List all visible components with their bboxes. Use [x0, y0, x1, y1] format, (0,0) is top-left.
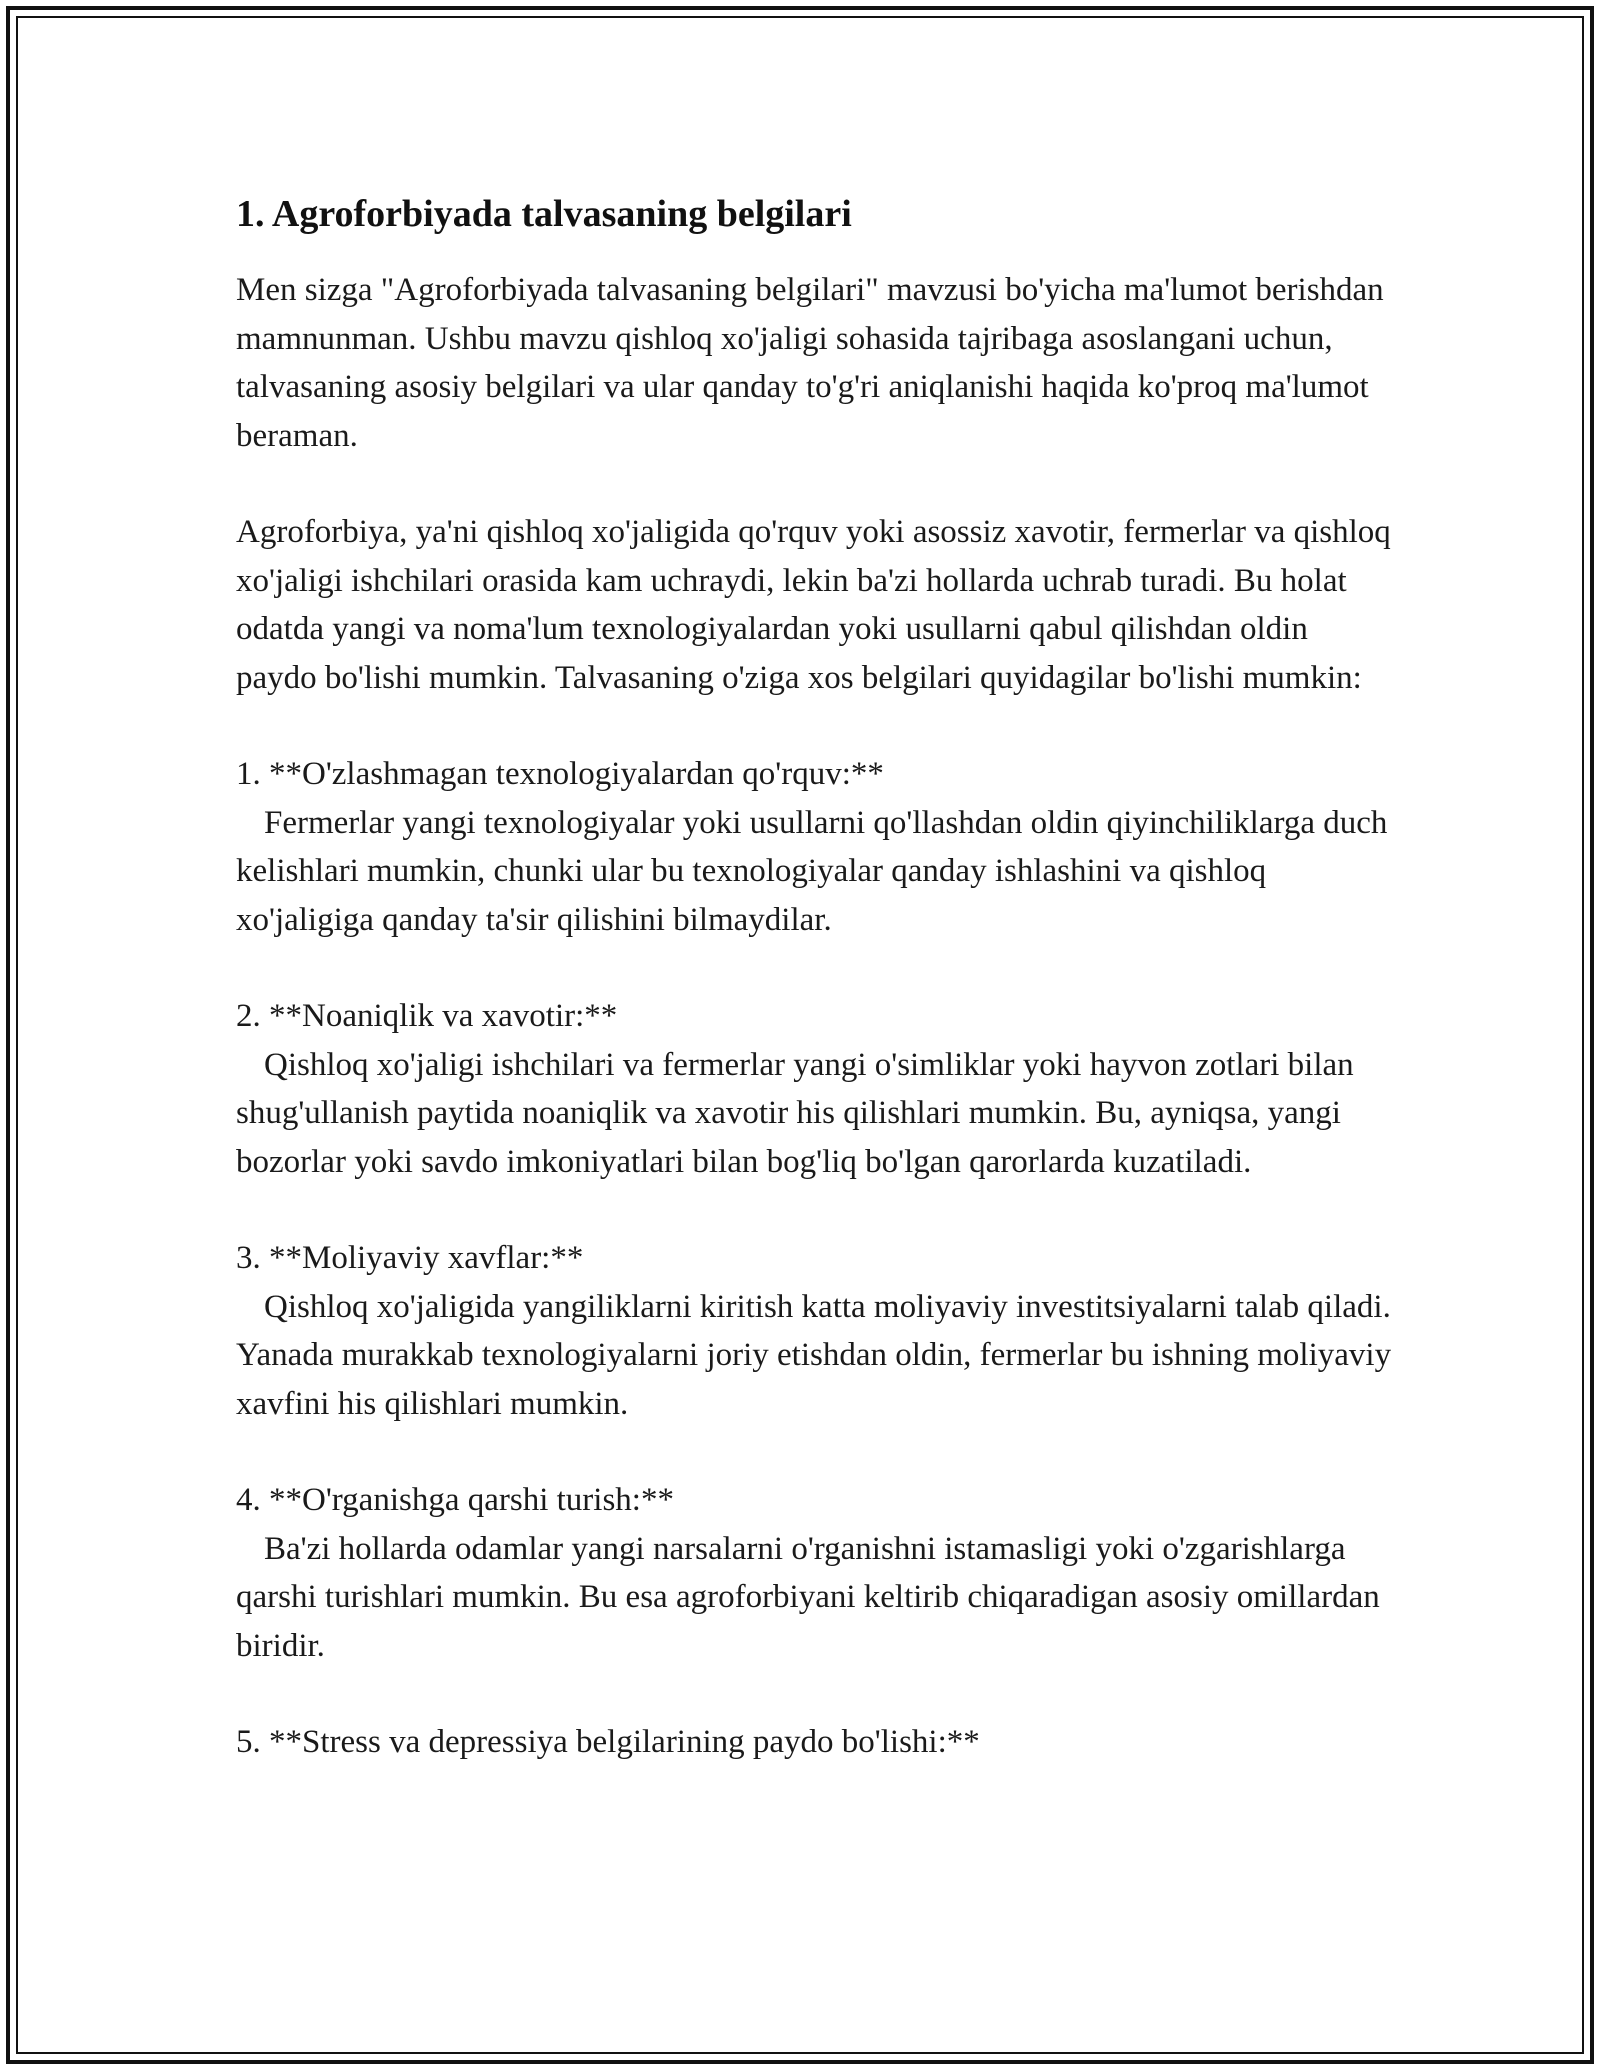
list-item	[236, 992, 1396, 1186]
list-item-heading: 4. **O'rganishga qarshi turish:**	[236, 1482, 674, 1518]
document-body	[236, 190, 1400, 1815]
list-item	[236, 1476, 1396, 1670]
document-heading: 1. Agroforbiyada talvasaning belgilari	[236, 193, 852, 235]
intro-paragraph: Men sizga "Agroforbiyada talvasaning belgilari" mavzusi bo'yicha ma'lumot berishdan mamnunman. Ushbu mavzu qishloq xo'jaligi sohasida tajribaga asoslangani uchun, talvasaning asosiy belgilari va ular qanday to'g'ri aniqlanishi haqida ko'proq ma'lumot beraman.	[236, 272, 1392, 454]
list-item	[236, 750, 1396, 944]
list-item-body: Qishloq xo'jaligi ishchilari va fermerlar yangi o'simliklar yoki hayvon zotlari bilan shug'ullanish paytida noaniqlik va xavotir his qilishlari mumkin. Bu, ayniqsa, yangi bozorlar yoki savdo imkoniyatlari bilan bog'liq bo'lgan qarorlarda kuzatiladi.	[236, 1046, 1354, 1180]
list-item	[236, 1718, 1396, 1767]
list-item-body: Fermerlar yangi texnologiyalar yoki usullarni qo'llashdan oldin qiyinchiliklarga duch kelishlari mumkin, chunki ular bu texnologiyalar qanday ishlashini va qishloq xo'jaligiga qanday ta'sir qilishini bilmaydilar.	[236, 804, 1388, 938]
list-item-heading: 2. **Noaniqlik va xavotir:**	[236, 998, 618, 1034]
list-item-body: Ba'zi hollarda odamlar yangi narsalarni o'rganishni istamasligi yoki o'zgarishlarga qarshi turishlari mumkin. Bu esa agroforbiyani keltirib chiqaradigan asosiy omillardan biridir.	[236, 1530, 1380, 1664]
intro-paragraph: Agroforbiya, ya'ni qishloq xo'jaligida qo'rquv yoki asossiz xavotir, fermerlar va qishloq xo'jaligi ishchilari orasida kam uchraydi, lekin ba'zi hollarda uchrab turadi. Bu holat odatda yangi va noma'lum texnologiyalardan yoki usullarni qabul qilishdan oldin paydo bo'lishi mumkin. Talvasaning o'ziga xos belgilari quyidagilar bo'lishi mumkin:	[236, 514, 1400, 696]
list-item-body: Qishloq xo'jaligida yangiliklarni kiritish katta moliyaviy investitsiyalarni talab qiladi. Yanada murakkab texnologiyalarni joriy etishdan oldin, fermerlar bu ishning moliyaviy xavfini his qilishlari mumkin.	[236, 1288, 1392, 1422]
list-item	[236, 1234, 1396, 1428]
list-item-heading: 3. **Moliyaviy xavflar:**	[236, 1240, 584, 1276]
list-item-heading: 1. **O'zlashmagan texnologiyalardan qo'rquv:**	[236, 756, 884, 792]
list-item-heading: 5. **Stress va depressiya belgilarining paydo bo'lishi:**	[236, 1724, 980, 1760]
